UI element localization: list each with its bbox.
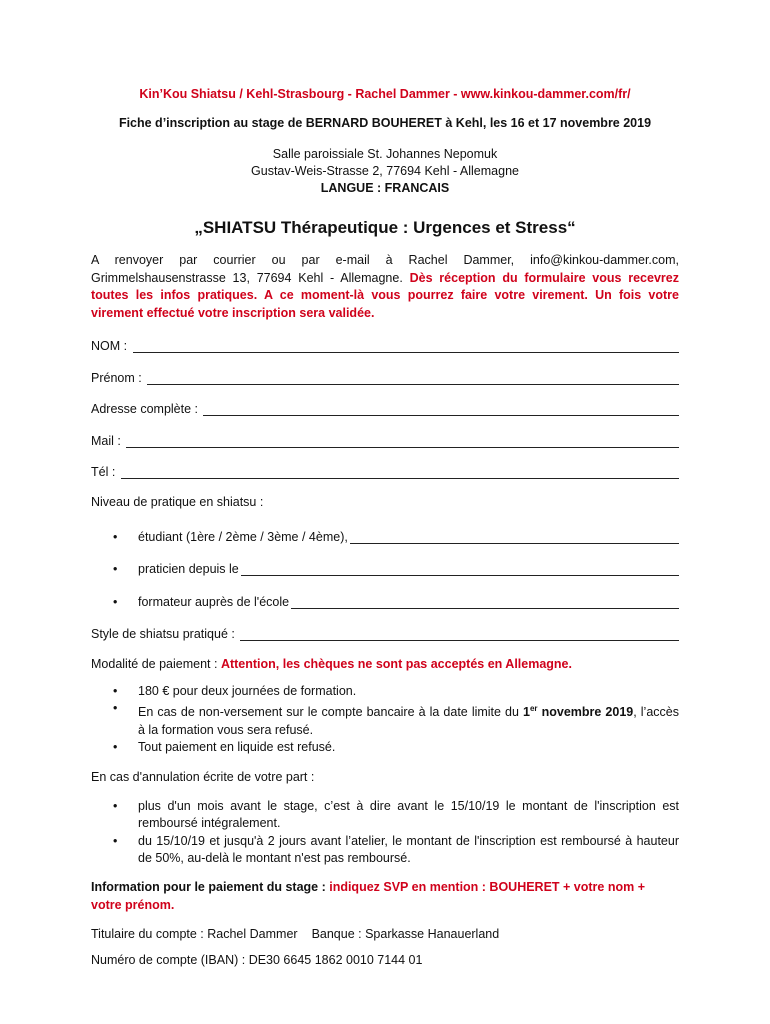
- cash-text: Tout paiement en liquide est refusé.: [138, 740, 336, 755]
- niveau-option-label: praticien depuis le: [138, 562, 239, 576]
- mail-field[interactable]: [91, 431, 679, 448]
- list-item: [91, 700, 679, 739]
- mail-label: Mail :: [91, 433, 125, 448]
- header-banner: Kin’Kou Shiatsu / Kehl-Strasbourg - Rachel Dammer - www.kinkou-dammer.com/fr/: [139, 87, 631, 101]
- paiement-section: [91, 656, 679, 673]
- style-field[interactable]: [91, 624, 679, 641]
- paiement-list: [91, 683, 679, 757]
- adresse-field[interactable]: [91, 399, 679, 416]
- nom-input-line[interactable]: [133, 340, 679, 353]
- niveau-praticien-input-line[interactable]: [241, 563, 679, 576]
- account-holder: Titulaire du compte : Rachel Dammer: [91, 926, 298, 941]
- bullet-icon: •: [113, 740, 118, 755]
- niveau-option-praticien[interactable]: [91, 559, 679, 576]
- bullet-icon: •: [113, 833, 118, 848]
- list-item: [91, 683, 679, 701]
- payment-info-mention: indiquez SVP en mention : BOUHERET + votre nom + votre prénom.: [91, 879, 646, 912]
- prenom-input-line[interactable]: [147, 372, 679, 385]
- bullet-icon: •: [113, 701, 118, 715]
- niveau-options: [91, 527, 679, 609]
- paiement-warning: Attention, les chèques ne sont pas acceptés en Allemagne.: [220, 656, 572, 671]
- prenom-field[interactable]: [91, 368, 679, 385]
- list-item: [91, 833, 679, 868]
- venue-address: Gustav-Weis-Strasse 2, 77694 Kehl - Allemagne: [251, 164, 519, 178]
- workshop-title: „SHIATSU Thérapeutique : Urgences et Stress“: [194, 218, 576, 237]
- prenom-label: Prénom :: [91, 370, 146, 385]
- list-item: [91, 798, 679, 833]
- tel-field[interactable]: [91, 462, 679, 479]
- intro-highlight: Dès réception du formulaire vous recevrez toutes les infos pratiques. A ce moment-là vous pourrez faire votre virement. Un fois votre virement effectué votre inscription sera validée.: [91, 270, 679, 320]
- annulation-item-1: plus d'un mois avant le stage, c’est à dire avant le 15/10/19 le montant de l'inscription est remboursé intégralement.: [138, 798, 679, 831]
- niveau-option-label: étudiant (1ère / 2ème / 3ème / 4ème),: [138, 529, 348, 544]
- niveau-formateur-input-line[interactable]: [291, 596, 679, 609]
- mail-input-line[interactable]: [126, 435, 679, 448]
- style-label: Style de shiatsu pratiqué :: [91, 627, 239, 641]
- price-text: 180 € pour deux journées de formation.: [138, 683, 357, 698]
- language-label: LANGUE : FRANCAIS: [320, 181, 450, 195]
- niveau-option-etudiant[interactable]: [91, 527, 679, 544]
- form-subtitle: Fiche d’inscription au stage de BERNARD BOUHERET à Kehl, les 16 et 17 novembre 2019: [118, 116, 652, 130]
- payment-info-label: Information pour le paiement du stage :: [91, 879, 330, 894]
- bullet-icon: •: [113, 594, 118, 609]
- bullet-icon: •: [113, 529, 118, 544]
- bullet-icon: •: [113, 683, 118, 698]
- deadline-text: En cas de non-versement sur le compte bancaire à la date limite du 1er novembre 2019, l’accès à la formation vous sera refusé.: [138, 704, 679, 737]
- iban-line: Numéro de compte (IBAN) : DE30 6645 1862 0010 7144 01: [91, 952, 423, 967]
- niveau-etudiant-input-line[interactable]: [350, 531, 679, 544]
- adresse-input-line[interactable]: [203, 403, 679, 416]
- niveau-option-formateur[interactable]: [91, 592, 679, 609]
- annulation-label: En cas d'annulation écrite de votre part :: [91, 769, 315, 784]
- bank-name: Banque : Sparkasse Hanauerland: [311, 926, 500, 941]
- nom-label: NOM :: [91, 339, 131, 353]
- intro-paragraph: [91, 252, 679, 322]
- intro-plain: A renvoyer par courrier ou par e-mail à Rachel Dammer, info@kinkou-dammer.com, Grimmelshausenstrasse 13, 77694 Kehl - Allemagne.: [91, 253, 679, 285]
- tel-label: Tél :: [91, 465, 119, 479]
- bullet-icon: •: [113, 562, 118, 576]
- list-item: [91, 739, 679, 757]
- venue-name: Salle paroissiale St. Johannes Nepomuk: [272, 147, 498, 161]
- niveau-option-label: formateur auprès de l'école: [138, 594, 290, 609]
- annulation-list: [91, 798, 679, 868]
- style-input-line[interactable]: [240, 628, 679, 641]
- payment-info: [91, 878, 679, 914]
- nom-field[interactable]: [91, 336, 679, 353]
- niveau-label: Niveau de pratique en shiatsu :: [91, 494, 264, 509]
- tel-input-line[interactable]: [121, 466, 679, 479]
- bullet-icon: •: [113, 798, 118, 813]
- bank-line: [91, 926, 679, 943]
- paiement-label: Modalité de paiement :: [91, 656, 221, 671]
- annulation-item-2: du 15/10/19 et jusqu'à 2 jours avant l’atelier, le montant de l'inscription est remboursé à hauteur de 50%, au-delà le montant n'est pas remboursé.: [138, 833, 679, 866]
- adresse-label: Adresse complète :: [91, 402, 202, 416]
